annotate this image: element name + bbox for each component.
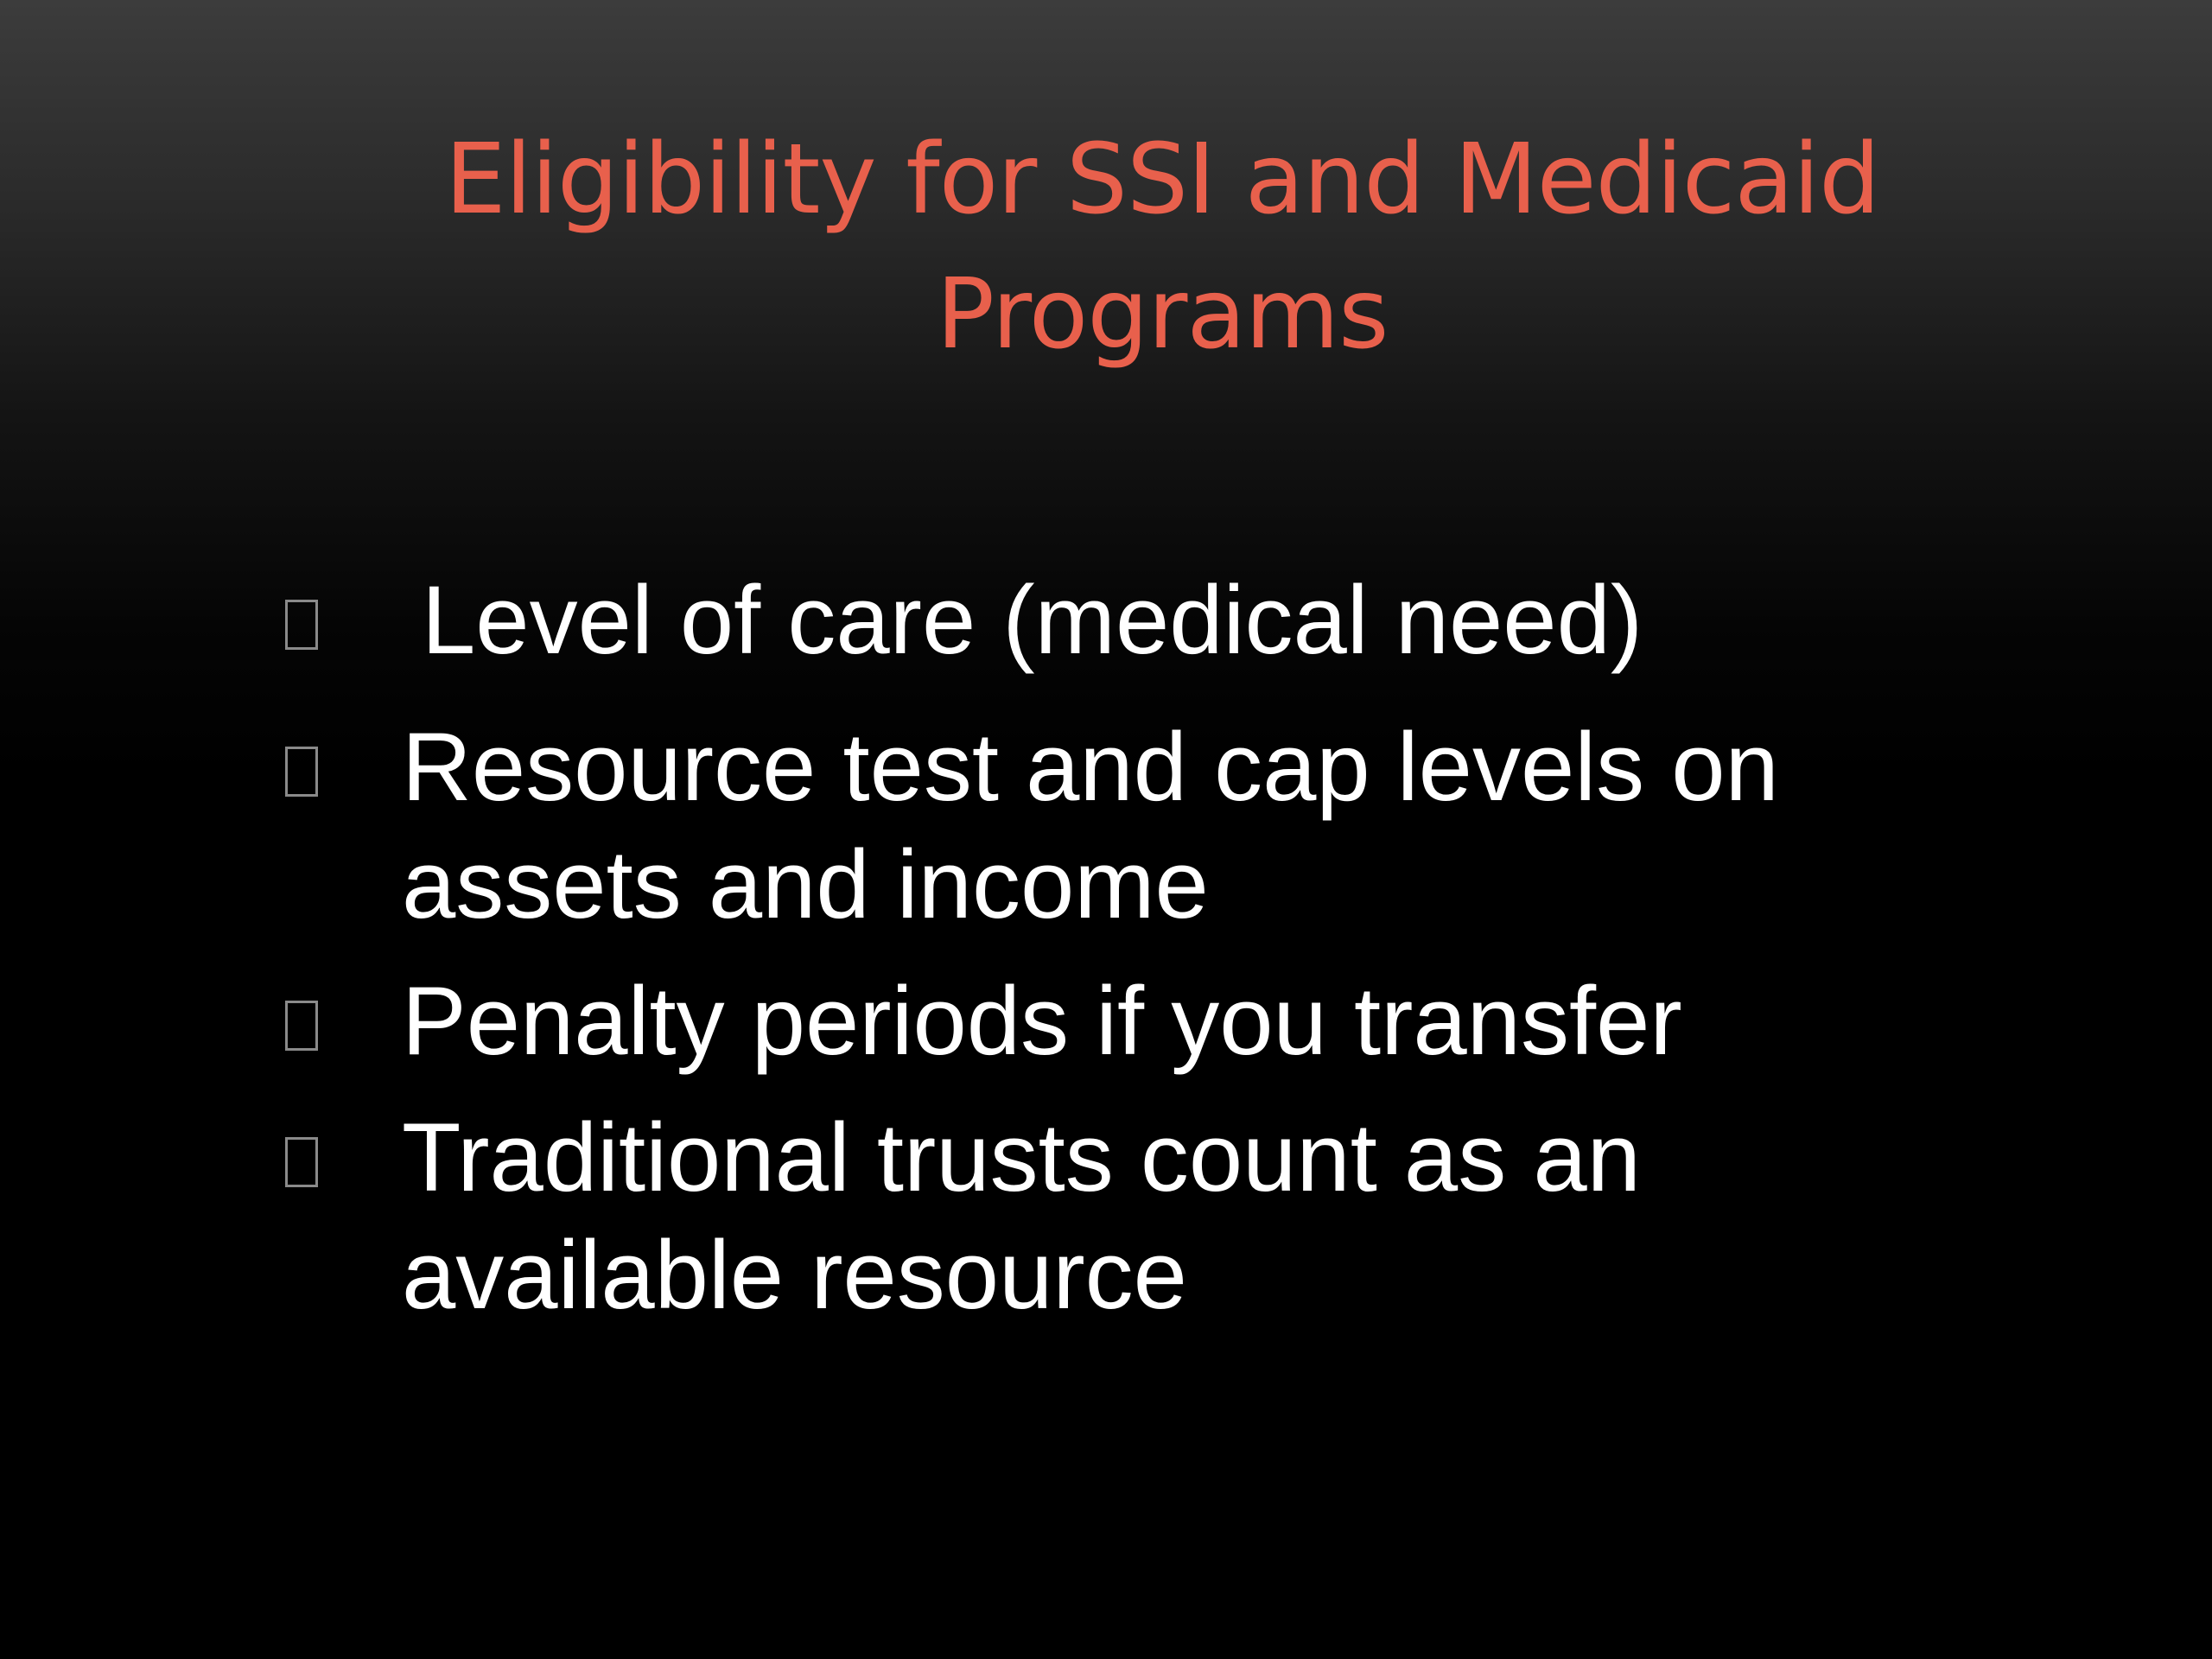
bullet-text-line: Level of care (medical need)	[422, 566, 1643, 674]
bullet-text	[402, 963, 2044, 1080]
slide-title-line-1: Eligibility for SSI and Medicaid	[444, 124, 1880, 236]
bullet-text	[422, 562, 2063, 679]
missing-glyph-box-icon	[285, 600, 318, 650]
missing-glyph-box-icon	[285, 1137, 318, 1187]
missing-glyph-box-icon	[285, 1001, 318, 1051]
bullet-text	[402, 709, 2044, 944]
missing-glyph-box-icon	[285, 747, 318, 797]
bullet-text-line: Penalty periods if you transfer	[402, 967, 1682, 1075]
bullet-text-line: assets and income	[402, 830, 1209, 938]
bullet-text-line: Resource test and cap levels on	[402, 713, 1779, 821]
bullet-text-line: available resource	[402, 1221, 1187, 1329]
slide-title-line-2: Programs	[936, 258, 1389, 371]
bullet-text-line: Traditional trusts count as an	[402, 1103, 1641, 1211]
bullet-text	[402, 1099, 2044, 1334]
